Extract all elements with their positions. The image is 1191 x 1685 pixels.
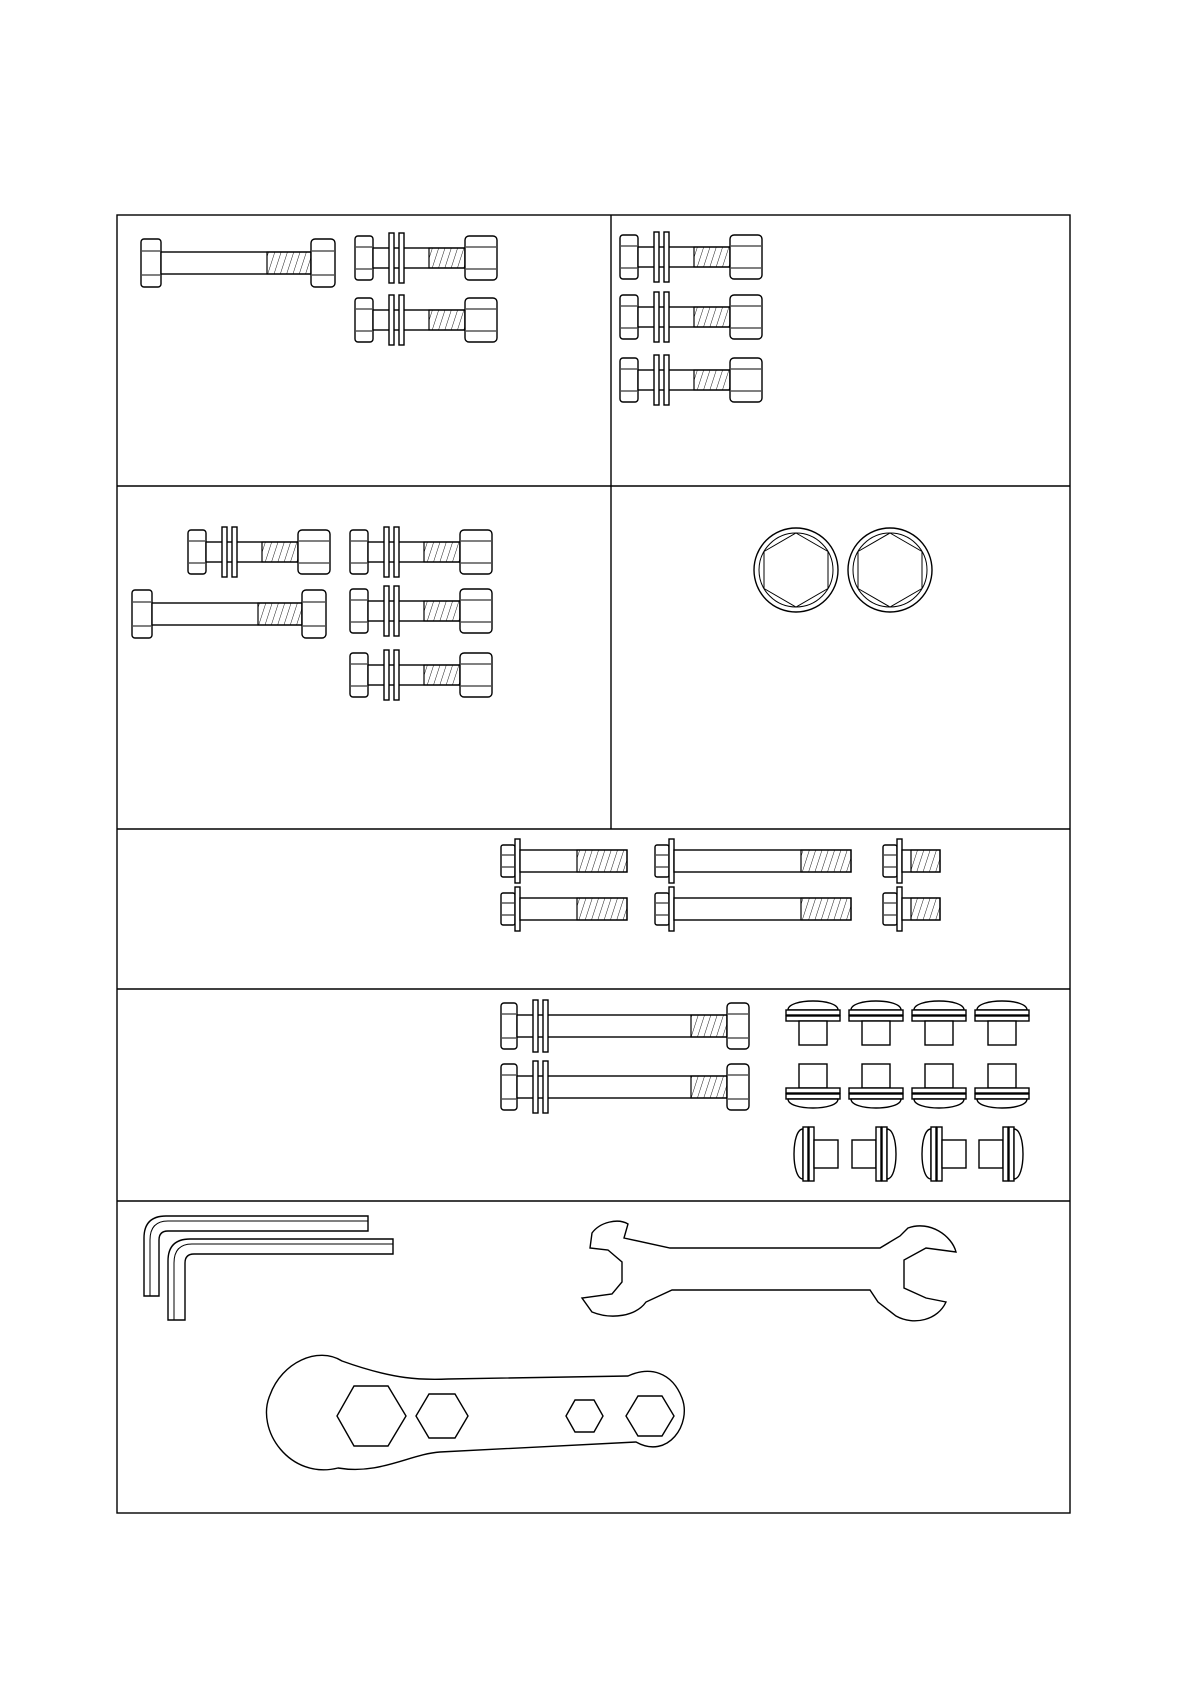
open-end-wrench: [582, 1221, 956, 1321]
pan-head-screw: [849, 1064, 903, 1108]
pan-head-screw: [849, 1001, 903, 1045]
hex-bolt-with-washers: [620, 355, 762, 405]
panel-tools: [144, 1216, 956, 1470]
flange-bolt-medium: [501, 839, 627, 883]
end-cap: [754, 528, 838, 612]
flange-bolt-short: [883, 839, 940, 883]
pan-head-screw: [922, 1127, 966, 1181]
long-bolt-with-washers: [501, 1000, 749, 1052]
pan-head-screw: [979, 1127, 1023, 1181]
hex-bolt-with-washers: [350, 586, 492, 636]
multi-hex-wrench: [266, 1355, 684, 1469]
panel-long-bolts-and-screws: [501, 1000, 1029, 1181]
hex-bolt-with-washers: [188, 527, 330, 577]
flange-bolt-short: [883, 887, 940, 931]
hex-bolt-with-washers: [620, 232, 762, 282]
pan-head-screw: [786, 1001, 840, 1045]
pan-head-screw: [912, 1001, 966, 1045]
hex-bolt-with-washers: [350, 527, 492, 577]
hex-bolt-with-washers: [355, 233, 497, 283]
flange-bolt-long: [655, 839, 851, 883]
flange-bolt-long: [655, 887, 851, 931]
pan-head-screw: [852, 1127, 896, 1181]
pan-head-screw: [975, 1001, 1029, 1045]
hex-bolt-with-washers: [350, 650, 492, 700]
pan-head-screw: [912, 1064, 966, 1108]
panel-middle-right: [754, 528, 932, 612]
panel-top-right: [620, 232, 762, 405]
pan-head-screw: [786, 1064, 840, 1108]
panel-middle-left: [132, 527, 492, 700]
flange-bolt-medium: [501, 887, 627, 931]
long-bolt-with-washers: [501, 1061, 749, 1113]
allen-key-large: [168, 1239, 393, 1320]
panel-top-left: [141, 233, 497, 345]
pan-head-screw: [794, 1127, 838, 1181]
pan-head-screw: [975, 1064, 1029, 1108]
panel-flange-bolts: [501, 839, 940, 931]
hex-bolt-with-washers: [620, 292, 762, 342]
hex-bolt-with-washers: [355, 295, 497, 345]
end-cap: [848, 528, 932, 612]
long-hex-bolt: [141, 239, 335, 287]
long-hex-bolt: [132, 590, 326, 638]
